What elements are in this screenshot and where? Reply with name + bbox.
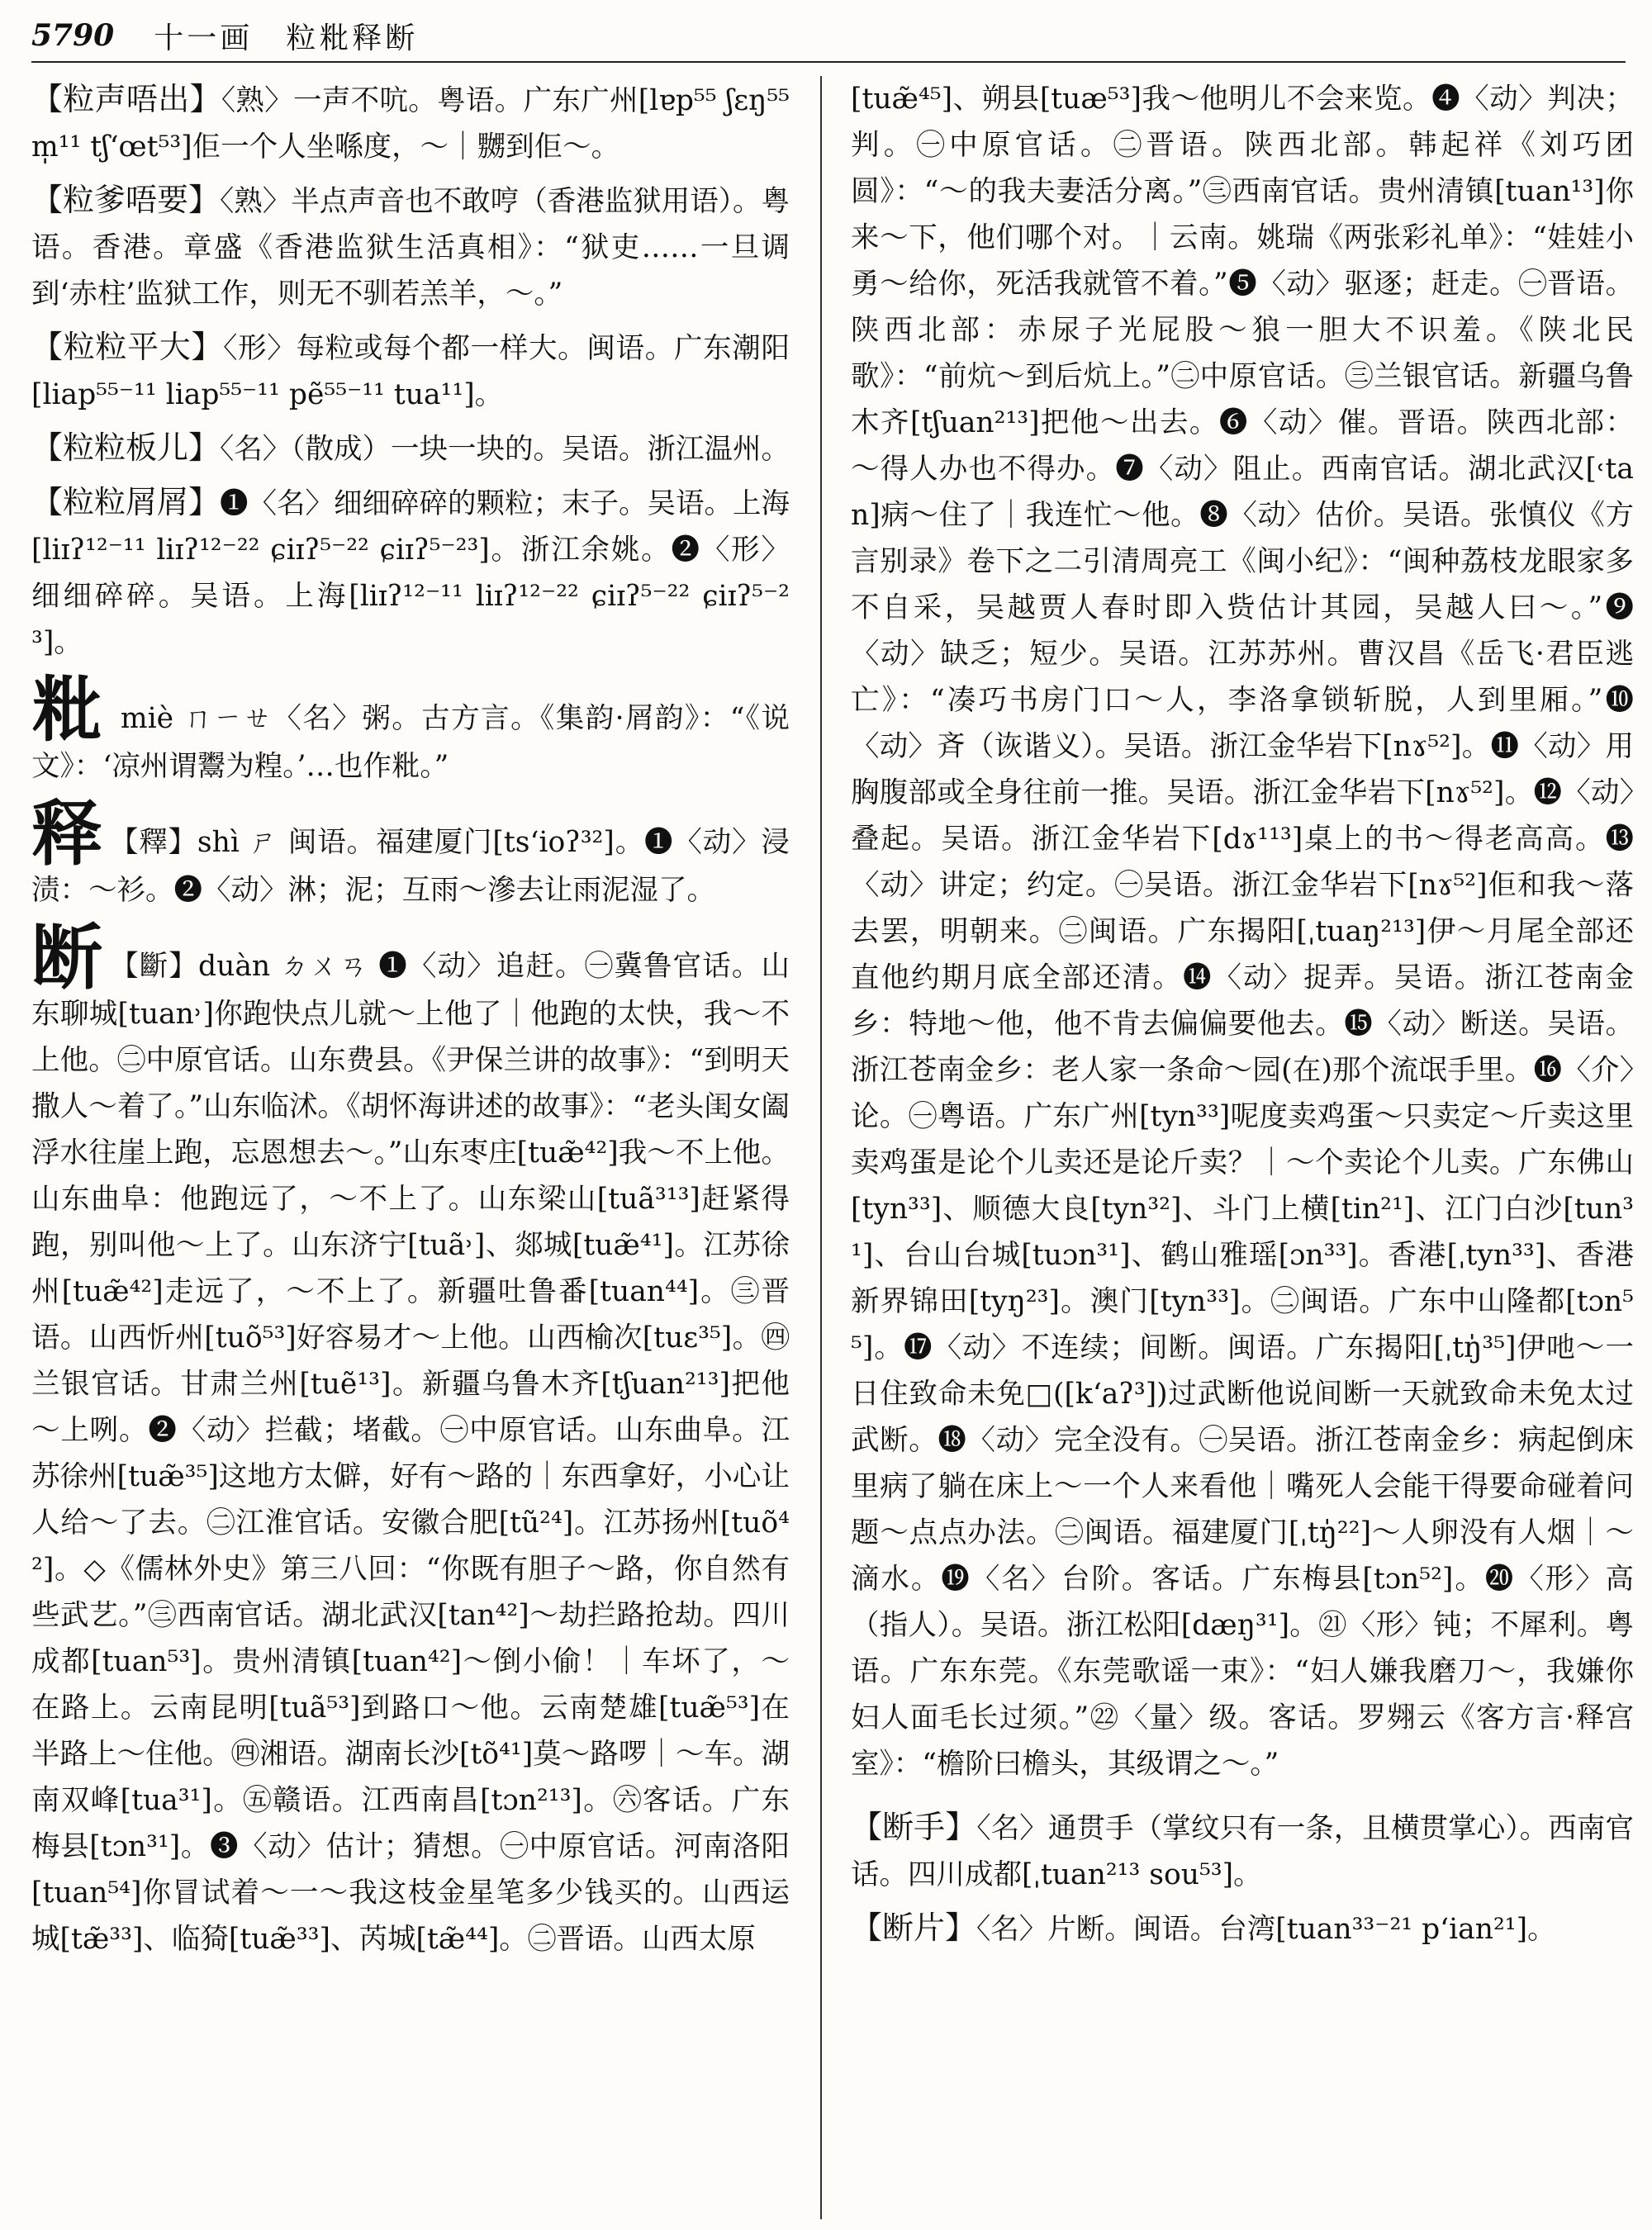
page-number: 5790 — [31, 18, 115, 53]
entry-definition: 〈熟〉一声不吭。粤语。广东广州[lɐp⁵⁵ ʃɛŋ⁵⁵ m̩¹¹ tʃʻœt⁵³]佢一个人坐喺度，～｜嬲到佢～。 — [31, 84, 790, 164]
entry-headword: 【粒粒平大】 — [31, 329, 224, 365]
entry-headword: 【粒声唔出】 — [31, 81, 221, 117]
column-divider — [820, 76, 822, 2219]
entry-definition: [tuæ̃⁴⁵]、朔县[tuæ⁵³]我～他明儿不会来览。❹〈动〉判决；判。㊀中原官话。㊁晋语。陕西北部。韩起祥《刘巧团圆》：“～的我夫妻活分离。”㊂西南官话。贵州清镇[tuan¹³]你来～下，他们哪个对。｜云南。姚瑞《两张彩礼单》：“娃娃小勇～给你，死活我就管不着。”❺〈动〉驱逐；赶走。㊀晋语。陕西北部：赤尿子光屁股～狼一胆大不识羞。《陕北民歌》：“前炕～到后炕上。”㊁中原官话。㊂兰银官话。新疆乌鲁木齐[tʃuan²¹³]把他～出去。❻〈动〉催。晋语。陕西北部：～得人办也不得办。❼〈动〉阻止。西南官话。湖北武汉[˓tan]病～住了｜我连忙～他。❽〈动〉估价。吴语。张慎仪《方言别录》卷下之二引清周亮工《闽小纪》：“闽种荔枝龙眼家多不自采，吴越贾人春时即入赀估计其园，吴越人曰～。”❾〈动〉缺乏；短少。吴语。江苏苏州。曹汉昌《岳飞·君臣逃亡》：“凑巧书房门口～人，李洛拿锁斩脱，人到里厢。”❿〈动〉斉（诙谐义）。吴语。浙江金华岩下[nɤ⁵²]。⓫〈动〉用胸腹部或全身往前一推。吴语。浙江金华岩下[nɤ⁵²]。⓬〈动〉叠起。吴语。浙江金华岩下[dɤ¹¹³]桌上的书～得老高高。⓭〈动〉讲定；约定。㊀吴语。浙江金华岩下[nɤ⁵²]佢和我～落去罢，明朝来。㊁闽语。广东揭阳[ˌtuaŋ²¹³]伊～月尾全部还直他约期月底全部还清。⓮〈动〉捉弄。吴语。浙江苍南金乡：特地～他，他不肯去偏偏要他去。⓯〈动〉断送。吴语。浙江苍南金乡：老人家一条命～园(在)那个流氓手里。⓰〈介〉论。㊀粤语。广东广州[tyn³³]呢度卖鸡蛋～只卖定～斤卖这里卖鸡蛋是论个儿卖还是论斤卖？｜～个卖论个儿卖。广东佛山[tyn³³]、顺德大良[tyn³²]、斗门上横[tin²¹]、江门白沙[tun³¹]、台山台城[tuɔn³¹]、鹤山雅瑶[ɔn³³]。香港[ˌtyn³³]、香港新界锦田[tyŋ²³]。澳门[tyn³³]。㊁闽语。广东中山隆都[tɔn⁵⁵]。⓱〈动〉不连续；间断。闽语。广东揭阳[ˌtŋ̍³⁵]伊吔～一日住致命未免□([kʻaʔ³])过武断他说间断一天就致命未免太过武断。⓲〈动〉完全没有。㊀吴语。浙江苍南金乡：病起倒床里病了躺在床上～一个人来看他｜嘴死人会能干得要命碰着问题～点点办法。㊁闽语。福建厦门[ˌtŋ̍²²]～人卵没有人烟｜～滴水。⓳〈名〉台阶。客话。广东梅县[tɔn⁵²]。⓴〈形〉高（指人）。吴语。浙江松阳[dæŋ³¹]。㉑〈形〉钝；不犀利。粤语。广东东莞。《东莞歌谣一束》：“妇人嫌我磨刀～，我嫌你妇人面毛长过须。”㉒〈量〉级。客话。罗翙云《客方言·释宫室》：“檐阶曰檐头，其级谓之～。” — [851, 83, 1634, 1781]
character-entry — [31, 668, 790, 790]
entry-definition: miè ㄇㄧㄝ〈名〉粥。古方言。《集韵·屑韵》：“《说文》：‘凉州谓鬻为䊗。’…也作粃。” — [31, 702, 790, 783]
entry-headword: 【断片】 — [851, 1910, 977, 1946]
entry-definition: 〈名〉片断。闽语。台湾[tuan³³⁻²¹ pʻian²¹]。 — [976, 1913, 1556, 1946]
dictionary-entry-continued — [851, 76, 1634, 1787]
entry-definition: 【斷】duàn ㄉㄨㄢ ❶〈动〉追赶。㊀冀鲁官话。山东聊城[tuan˒]你跑快点儿就～上他了｜他跑的太快，我～不上他。㊁中原官话。山东费县。《尹保兰讲的故事》：“到明天撒人～着了。”山东临沭。《胡怀海讲述的故事》：“老头闺女阖浮水往崖上跑，忘恩想去～。”山东枣庄[tuæ̃⁴²]我～不上他。山东曲阜：他跑远了，～不上了。山东梁山[tuã³¹³]赶紧得跑，别叫他～上了。山东济宁[tuã˒]、郯城[tuæ̃⁴¹]。江苏徐州[tuæ̃⁴²]走远了，～不上了。新疆吐鲁番[tuan⁴⁴]。㊂晋语。山西忻州[tuõ⁵³]好容易才～上他。山西榆次[tuɛ³⁵]。㊃兰银官话。甘肃兰州[tuẽ¹³]。新疆乌鲁木齐[tʃuan²¹³]把他～上咧。❷〈动〉拦截；堵截。㊀中原官话。山东曲阜。江苏徐州[tuæ̃³⁵]这地方太僻，好有～路的｜东西拿好，小心让人给～了去。㊁江淮官话。安徽合肥[tũ²⁴]。江苏扬州[tuõ⁴²]。◇《儒林外史》第三八回：“你既有胆子～路，你自然有些武艺。”㊂西南官话。湖北武汉[tan⁴²]～劫拦路抢劫。四川成都[tuan⁵³]。贵州清镇[tuan⁴²]～倒小偷！｜车坏了，～在路上。云南昆明[tuã⁵³]到路口～他。云南楚雄[tuæ̃⁵³]在半路上～住他。㊃湘语。湖南长沙[tõ⁴¹]莫～路啰｜～车。湖南双峰[tua³¹]。㊄赣语。江西南昌[tɔn²¹³]。㊅客话。广东梅县[tɔn³¹]。❸〈动〉估计；猜想。㊀中原官话。河南洛阳[tuan⁵⁴]你冒试着～一～我这枝金星笔多少钱买的。山西运城[tæ̃³³]、临猗[tuæ̃³³]、芮城[tæ̃⁴⁴]。㊁晋语。山西太原 — [31, 950, 790, 1956]
dictionary-entry — [31, 425, 790, 472]
entry-character: 断 — [31, 916, 104, 999]
dictionary-entry — [31, 177, 790, 317]
left-column — [31, 76, 790, 2219]
entry-definition: 〈形〉每粒或每个都一样大。闽语。广东潮阳[liap⁵⁵⁻¹¹ liap⁵⁵⁻¹¹ pẽ⁵⁵⁻¹¹ tua¹¹]。 — [31, 332, 790, 411]
entry-character: 粃 — [31, 668, 104, 752]
dictionary-entry — [851, 1804, 1634, 1898]
character-entry — [31, 916, 790, 1962]
entry-headword: 【粒粒屑屑】 — [31, 484, 221, 520]
character-entry — [31, 792, 790, 913]
entry-character: 释 — [31, 792, 103, 875]
entry-headword: 【粒粒板儿】 — [31, 429, 221, 466]
entry-headword: 【粒爹唔要】 — [31, 182, 221, 218]
entry-definition: ❶〈名〉细细碎碎的颗粒；末子。吴语。上海[liɪʔ¹²⁻¹¹ liɪʔ¹²⁻²² ɕiɪʔ⁵⁻²² ɕiɪʔ⁵⁻²³]。浙江余姚。❷〈形〉细细碎碎。吴语。上海[liɪʔ¹²⁻¹¹ liɪʔ¹²⁻²² ɕiɪʔ⁵⁻²² ɕiɪʔ⁵⁻²³]。 — [31, 487, 790, 659]
entry-definition: 【釋】shì ㄕ 闽语。福建厦门[tsʻioʔ³²]。❶〈动〉浸渍：～衫。❷〈动〉淋；泥；互雨～滲去让雨泥湿了。 — [31, 826, 790, 907]
right-column — [851, 76, 1634, 2219]
page-header — [31, 10, 1626, 63]
section-label: 十一画 粒粃释断 — [154, 21, 419, 55]
entry-definition: 〈名〉通贯手（掌纹只有一条，且横贯掌心）。西南官话。四川成都[ˌtuan²¹³ sou⁵³]。 — [851, 1812, 1634, 1891]
entry-definition: 〈名〉（散成）一块一块的。吴语。浙江温州。 — [220, 433, 790, 466]
dictionary-entry — [31, 324, 790, 418]
dictionary-entry — [31, 479, 790, 666]
dictionary-entry — [31, 76, 790, 170]
entry-definition: 〈熟〉半点声音也不敢哼（香港监狱用语）。粤语。香港。章盛《香港监狱生活真相》：“狱吏……一旦调到‘赤柱’监狱工作，则无不驯若羔羊，～。” — [31, 185, 790, 311]
dictionary-entry — [851, 1905, 1634, 1952]
entry-headword: 【断手】 — [851, 1809, 977, 1845]
